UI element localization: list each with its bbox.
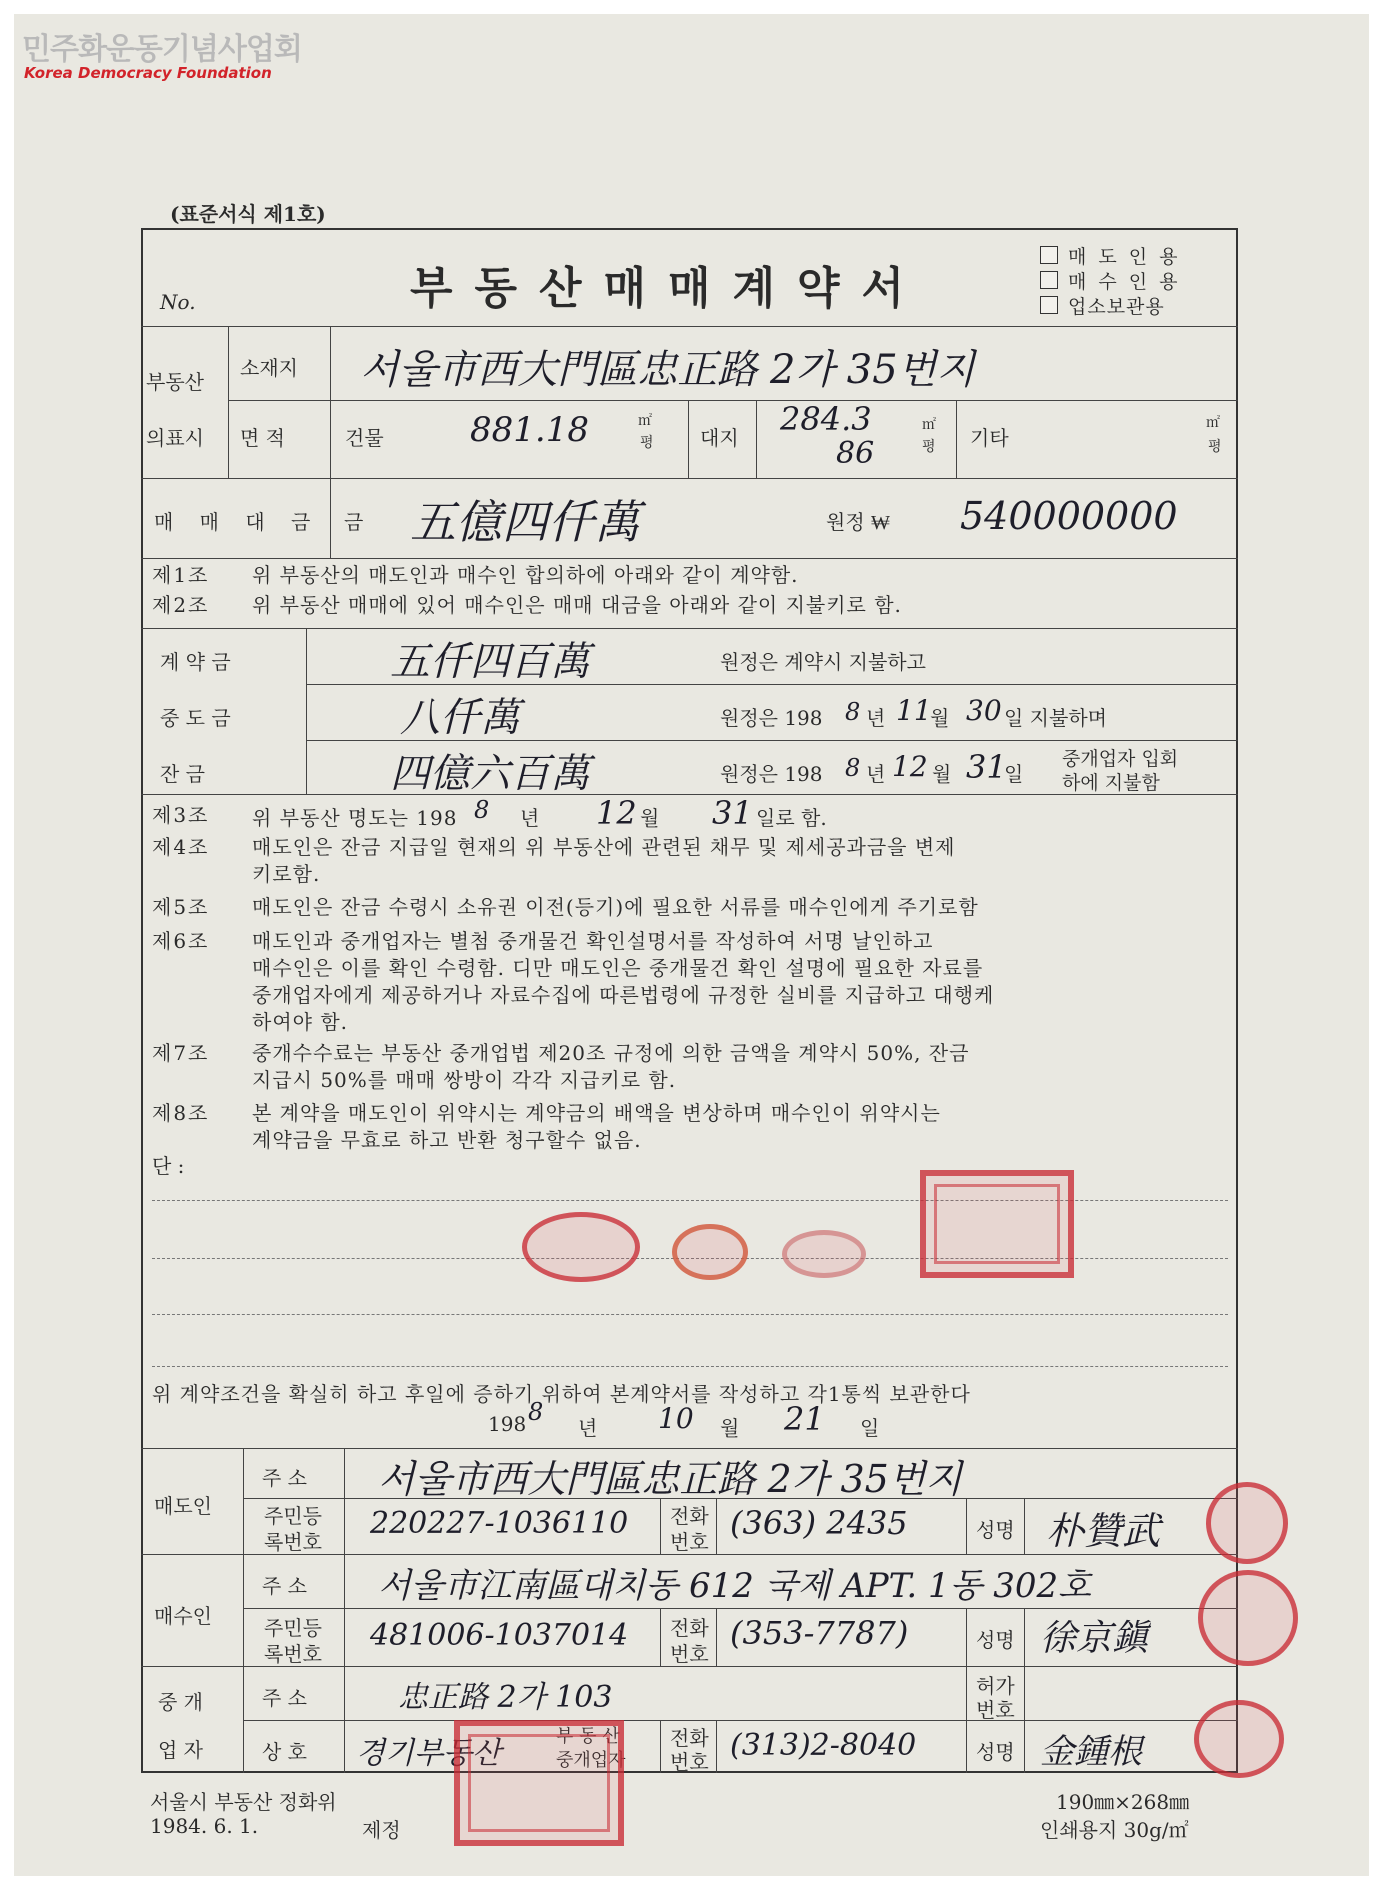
date-prefix: 198 [488,1412,527,1436]
balance-label: 잔 금 [160,762,205,786]
location-value[interactable]: 서울市西大門區忠正路 2가 35번지 [360,347,975,393]
land-label: 대지 [700,426,739,450]
unit-m2: ㎡ [1206,415,1220,431]
seal-stamp [522,1212,640,1282]
seal-stamp-square [920,1170,1074,1278]
id-label: 록번호 [264,1642,322,1666]
article-label: 제5조 [152,895,210,919]
rule [141,794,1238,795]
phone-label: 전화 [670,1726,709,1750]
rule [243,1608,1238,1609]
rule [660,1720,661,1773]
land-area-pyeong-value[interactable]: 86 [836,436,875,471]
broker-seal [1194,1700,1284,1778]
broker-phone[interactable]: (313)2-8040 [730,1728,917,1763]
balance-text: 원정은 198 [720,762,823,786]
rule [1024,1720,1025,1773]
phone-label: 번호 [670,1750,709,1774]
month-unit: 월 [720,1416,740,1440]
note-line [152,1314,1228,1315]
seller-id-number[interactable]: 220227-1036110 [370,1506,629,1541]
rule [660,1608,661,1666]
deposit-text: 원정은 계약시 지불하고 [720,650,926,674]
rule [956,400,957,478]
article-text: 중개수수료는 부동산 중개업법 제20조 규정에 의한 금액을 계약시 50%, 잔금 [252,1041,970,1065]
rule [1024,1498,1025,1554]
day-unit: 일 [860,1416,880,1440]
article-label: 제6조 [152,929,210,953]
article-text: 매도인은 잔금 지급일 현재의 위 부동산에 관련된 채무 및 제세공과금을 변제 [252,835,956,859]
copy-type-label: 매 수 인 용 [1068,271,1181,293]
rule [1024,1608,1025,1666]
deposit-label: 계 약 금 [160,650,231,674]
article-label: 제3조 [152,803,210,827]
month-unit: 월 [932,762,952,786]
article-text: 계약금을 무효로 하고 반환 청구할수 없음. [252,1128,642,1152]
copy-type-label: 매 도 인 용 [1068,246,1181,268]
form-number: (표준서식 제1호) [170,202,326,226]
closing-text: 위 계약조건을 확실히 하고 후일에 증하기 위하여 본계약서를 작성하고 각1통씩 보관한다 [152,1382,971,1406]
buyer-phone[interactable]: (353-7787) [730,1614,909,1652]
license-label: 허가 [976,1674,1015,1698]
address-label: 주 소 [262,1686,307,1710]
unit-m2: ㎡ [638,413,652,429]
footer-issued-word: 제정 [362,1818,401,1842]
seller-address[interactable]: 서울市西大門區忠正路 2가 35번지 [378,1457,963,1501]
article-text: 위 부동산의 매도인과 매수인 합의하에 아래와 같이 계약함. [252,563,799,587]
year-unit: 년 [866,762,886,786]
broker-label: 중 개 [158,1690,203,1714]
land-area-m2-value[interactable]: 284.3 [780,400,872,438]
rule [141,478,1238,479]
footer-issuer: 서울시 부동산 정화위 [150,1790,337,1814]
rule [228,400,1238,401]
interim-label: 중 도 금 [160,706,231,730]
name-label: 성명 [976,1518,1015,1542]
handover-month[interactable]: 12 [596,794,637,832]
copy-type-checkbox[interactable] [1040,246,1058,264]
rule [688,400,689,478]
interim-text: 원정은 198 [720,706,823,730]
price-label: 매 매 대 금 [154,510,321,534]
copy-type-checkbox[interactable] [1040,296,1058,314]
rule [1024,1666,1025,1720]
interim-year[interactable]: 8 [845,698,861,726]
article-label: 제8조 [152,1101,210,1125]
buyer-seal [1198,1570,1298,1666]
watermark-english: Korea Democracy Foundation [24,64,272,82]
copy-type-checkbox[interactable] [1040,271,1058,289]
trade-name-label: 상 호 [262,1740,307,1764]
phone-label: 번호 [670,1642,709,1666]
phone-label: 전화 [670,1504,709,1528]
broker-name[interactable]: 金鍾根 [1040,1732,1142,1772]
article-text: 위 부동산 매매에 있어 매수인은 매매 대금을 아래와 같이 지불키로 함. [252,593,902,617]
price-numeric[interactable]: 540000000 [960,494,1178,538]
name-label: 성명 [976,1628,1015,1652]
balance-note: 하에 지불함 [1062,772,1160,794]
document-title: 부동산매매계약서 [410,263,927,314]
article-text: 일로 함. [756,806,827,830]
article-label: 제2조 [152,593,210,617]
rule [716,1608,717,1666]
article-text: 매도인은 잔금 수령시 소유권 이전(등기)에 필요한 서류를 매수인에게 주기로함 [252,895,979,919]
watermark-korean: 민주화운동기념사업회 [22,32,302,67]
area-label: 면 적 [240,426,285,450]
footer-size: 190㎜×268㎜ [1056,1790,1190,1814]
year-unit: 년 [578,1416,598,1440]
footer-paper: 인쇄용지 30g/㎡ [1040,1818,1189,1842]
broker-seal-square [454,1720,624,1846]
unit-pyeong: 평 [1208,439,1222,455]
price-handwritten[interactable]: 五億四仟萬 [410,495,640,549]
article-text: 매도인과 중개업자는 별첨 중개물건 확인설명서를 작성하여 서명 날인하고 [252,929,934,953]
buyer-name[interactable]: 徐京鎭 [1040,1618,1149,1659]
broker-label: 업 자 [158,1738,203,1762]
name-label: 성명 [976,1740,1015,1764]
rule [141,326,1238,327]
unit-pyeong: 평 [922,439,936,455]
rule [966,1666,967,1720]
handover-year[interactable]: 8 [474,796,490,824]
rule [716,1720,717,1773]
month-unit: 월 [930,706,950,730]
rule [966,1498,967,1554]
rule [966,1720,967,1773]
article-label: 제7조 [152,1041,210,1065]
year-unit: 년 [520,806,540,830]
property-group-label: 의표시 [146,426,204,450]
seal-stamp [782,1230,866,1278]
rule [243,1448,244,1773]
other-label: 기타 [970,426,1009,450]
rule [660,1498,661,1554]
handover-day[interactable]: 31 [712,794,753,832]
rule [966,1608,967,1666]
note-label: 단 : [152,1154,185,1178]
day-unit: 일 [1004,762,1024,786]
balance-month[interactable]: 12 [892,750,928,783]
deposit-amount[interactable]: 五仟四百萬 [390,639,590,685]
rule [306,628,307,794]
rule [330,478,331,558]
broker-trade-name[interactable]: 경기부동산 [356,1736,501,1771]
id-label: 주민등 [264,1616,322,1640]
contract-year[interactable]: 8 [528,1398,544,1426]
broker-address[interactable]: 忠正路 2가 103 [398,1680,613,1715]
property-group-label: 부동산 [146,370,204,394]
article-label: 제1조 [152,563,210,587]
article-text: 지급시 50%를 매매 쌍방이 각각 지급키로 함. [252,1068,677,1092]
month-unit: 월 [640,806,660,830]
balance-note: 중개업자 입회 [1062,748,1179,770]
trade-suffix: 중개업자 [556,1750,626,1771]
rule [756,400,757,478]
seller-label: 매도인 [154,1494,212,1518]
building-area-value[interactable]: 881.18 [470,410,589,450]
interim-text-end: 일 지불하며 [1004,706,1107,730]
rule [141,558,1238,559]
buyer-id-number[interactable]: 481006-1037014 [370,1618,629,1653]
rule [344,1448,345,1773]
article-text: 중개업자에게 제공하거나 자료수집에 따른법령에 규정한 실비를 지급하고 대행케 [252,983,995,1007]
buyer-address[interactable]: 서울市江南區대치동 612 국제 APT. 1동 302호 [378,1566,1091,1606]
price-suffix: 원정 ₩ [826,510,890,534]
phone-label: 전화 [670,1616,709,1640]
contract-month[interactable]: 10 [658,1402,694,1435]
seller-name[interactable]: 朴贊武 [1046,1509,1161,1553]
footer-issued-date: 1984. 6. 1. [150,1814,259,1838]
year-unit: 년 [866,706,886,730]
unit-pyeong: 평 [640,435,654,451]
address-label: 주 소 [262,1574,307,1598]
address-label: 주 소 [262,1466,307,1490]
note-line [152,1366,1228,1367]
article-text: 본 계약을 매도인이 위약시는 계약금의 배액을 변상하며 매수인이 위약시는 [252,1101,941,1125]
article-text: 위 부동산 명도는 198 [252,806,458,830]
unit-m2: ㎡ [922,417,936,433]
phone-label: 번호 [670,1530,709,1554]
building-label: 건물 [345,426,384,450]
trade-suffix: 부 동 산 [556,1726,620,1747]
interim-day[interactable]: 30 [966,694,1002,727]
license-label: 번호 [976,1698,1015,1722]
id-label: 주민등 [264,1504,322,1528]
id-label: 록번호 [264,1530,322,1554]
seller-seal [1206,1482,1288,1564]
location-label: 소재지 [240,356,298,380]
rule [330,326,331,478]
seller-phone[interactable]: (363) 2435 [730,1504,908,1542]
rule [228,326,229,478]
interim-month[interactable]: 11 [896,694,932,727]
balance-day[interactable]: 31 [966,748,1007,786]
rule [716,1498,717,1554]
price-prefix: 금 [344,510,364,534]
article-text: 키로함. [252,862,321,886]
article-label: 제4조 [152,835,210,859]
article-text: 하여야 함. [252,1010,348,1034]
balance-amount[interactable]: 四億六百萬 [390,751,590,797]
rule [243,1720,1238,1721]
contract-day[interactable]: 21 [784,1400,825,1438]
article-text: 매수인은 이를 확인 수령함. 디만 매도인은 중개물건 확인 설명에 필요한 자료를 [252,956,984,980]
document-number-label: No. [160,290,196,314]
buyer-label: 매수인 [154,1604,212,1628]
copy-type-label: 업소보관용 [1068,296,1165,318]
interim-amount[interactable]: 八仟萬 [400,695,520,741]
balance-year[interactable]: 8 [845,754,861,782]
seal-stamp [672,1224,748,1280]
